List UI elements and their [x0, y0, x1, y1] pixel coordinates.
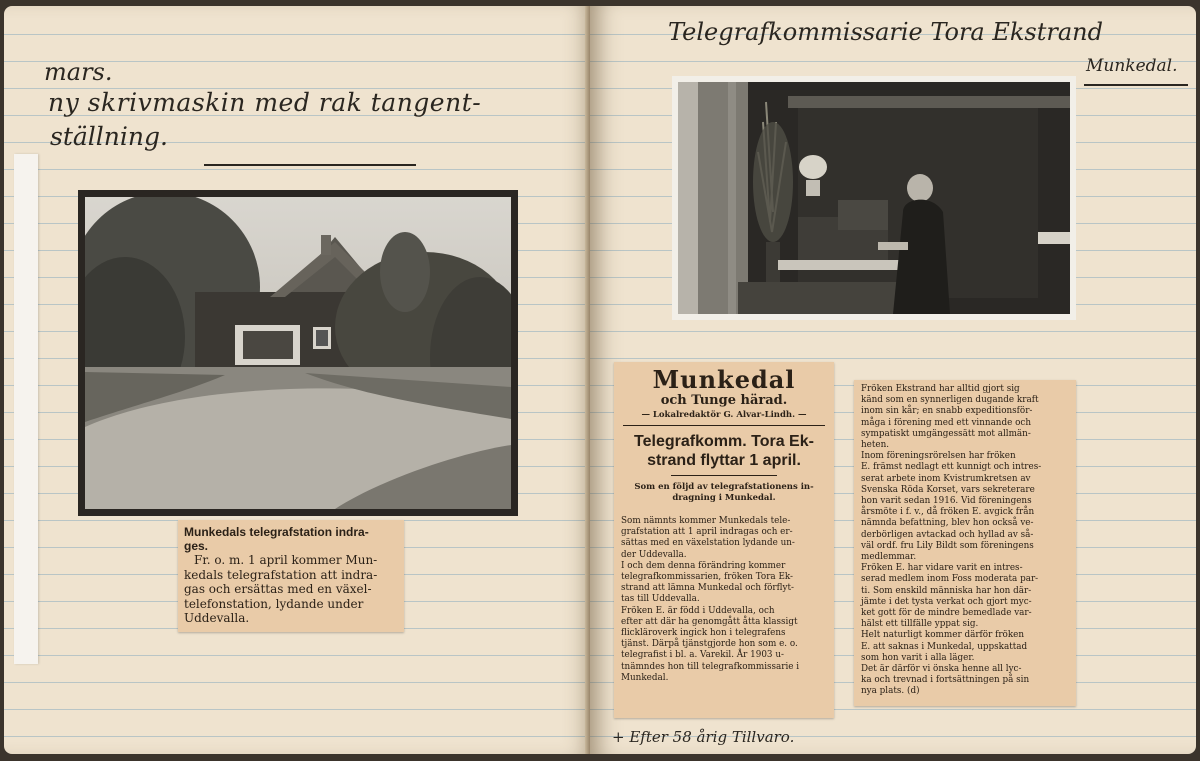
article-text-line: ket gott för de mindre bemedlade var- [861, 608, 1032, 619]
clipping-headline: ges. [184, 539, 209, 553]
article-text-line: Helt naturligt kommer därför fröken [861, 630, 1025, 641]
clipping-text-line: Uddevalla. [184, 611, 250, 625]
article-text-line: tas till Uddevalla. [621, 594, 700, 605]
article-text-line: tjänst. Därpå tjänstgjorde hon som e. o. [621, 639, 798, 650]
article-text-line: jämte i det tysta verkat och gjort myc- [861, 596, 1032, 607]
article-text-line: tnämndes hon till telegrafkommissarie i [621, 661, 800, 672]
article-text-line: efter att där ha genomgått åtta klassigt [621, 616, 798, 627]
article-text-line: Svenska Röda Korset, vars sekreterare [861, 484, 1035, 495]
clipping-text-line: telefonstation, lydande under [184, 596, 364, 611]
article-text-line: nämnda befattning, blev hon också ve- [861, 518, 1034, 529]
article-text-line: E. att saknas i Munkedal, uppskattad [861, 641, 1028, 652]
article-subheadline: Som en följd av telegrafstationens in- [634, 482, 814, 492]
left-page [4, 6, 592, 754]
masthead: Munkedal [652, 365, 796, 394]
article-text-line: serat arbete inom Kvistrumkretsen av [861, 473, 1031, 484]
article-text-line: sättas med en växelstation lydande un- [621, 538, 795, 549]
divider [671, 475, 777, 476]
clipping-text-line: gas och ersättas med en växel- [184, 582, 372, 596]
article-text-line: medlemmar. [861, 552, 917, 563]
clipping-headline: Munkedals telegrafstation indra- [184, 525, 369, 539]
article-text-line: Inom föreningsrörelsen har fröken [861, 451, 1016, 462]
article-text-line: hon varit sedan 1916. Vid föreningens [861, 496, 1032, 507]
article-text-line: årsmöte i f. v., då fröken E. avgick från [861, 507, 1035, 518]
article-text-line: I och dem denna förändring kommer [621, 560, 786, 571]
house-photo [78, 190, 518, 516]
article-text-line: inom sin kår; en snabb expeditionsför- [861, 406, 1033, 417]
article-text-line: känd som en synnerligen dugande kraft [861, 395, 1039, 406]
handwritten-underline [1084, 84, 1188, 86]
article-text-line: Fröken E. är född i Uddevalla, och [621, 605, 775, 616]
telegraph-station-clipping [178, 520, 404, 632]
article-text-line: Fröken E. har vidare varit en intres- [861, 563, 1023, 574]
article-text-line: strand att lämna Munkedal och förflyt- [621, 583, 794, 594]
office-photo [672, 76, 1076, 320]
article-text-line: derbörligen avtackad och hyllad av så- [861, 529, 1034, 540]
article-text-line: grafstation att 1 april indragas och er- [621, 527, 793, 538]
article-text-line: nya plats. (d) [861, 686, 920, 697]
article-clipping-right [854, 380, 1076, 706]
handwritten-place: Munkedal. [1086, 56, 1178, 76]
article-body [861, 384, 1069, 698]
article-text-line: måga i förening med ett vinnande och [861, 417, 1031, 428]
article-text-line: Munkedal. [621, 672, 669, 683]
article-headline: Telegrafkomm. Tora Ek- [634, 433, 814, 450]
handwritten-line: ny skrivmaskin med rak tangent- [48, 88, 482, 117]
divider [623, 425, 825, 426]
article-text-line: sympatiskt umgängessätt mot allmän- [861, 428, 1031, 439]
article-text-line: telegrafist i bl. a. Varekil. År 1903 u- [621, 650, 784, 661]
right-page [590, 6, 1196, 754]
article-text-line: telegrafkommissarien, fröken Tora Ek- [621, 572, 794, 583]
article-text-line: ti. Som enskild människa har hon där- [861, 585, 1032, 596]
article-text-line: väl ordf. fru Lily Bildt som föreningens [861, 540, 1034, 551]
article-text-line: serad medlem inom Foss moderata par- [861, 574, 1039, 585]
clipping-text-line: Fr. o. m. 1 april kommer Mun- [194, 553, 378, 567]
article-text-line: Fröken Ekstrand har alltid gjort sig [861, 384, 1020, 394]
handwritten-line: ställning. [50, 122, 168, 151]
editor-line: — Lokalredaktör G. Alvar-Lindh. — [641, 410, 807, 420]
article-text-line: E. främst nedlagt ett kunnigt och intres- [861, 462, 1042, 473]
masthead-subtitle: och Tunge härad. [660, 393, 788, 408]
article-clipping-left [614, 362, 834, 718]
handwritten-date: mars. [44, 58, 113, 86]
article-text-line: flickläroverk ingick hon i telegrafens [621, 628, 786, 639]
handwritten-underline [204, 164, 416, 166]
article-text-line: Det är därför vi önska henne all lyc- [861, 664, 1022, 675]
clipping-text-line: kedals telegrafstation att indra- [184, 567, 378, 582]
article-text-line: heten. [861, 440, 890, 451]
article-text-line: ka och trevnad i fortsättningen på sin [861, 675, 1030, 686]
article-text-line: Som nämnts kommer Munkedals tele- [621, 516, 791, 526]
article-text-line: der Uddevalla. [621, 549, 687, 560]
article-text-line: hälst ett tillfälle yppat sig. [861, 619, 979, 630]
handwritten-note: + Efter 58 årig Tillvaro. [612, 728, 795, 746]
article-body [621, 516, 827, 684]
article-subheadline: dragning i Munkedal. [672, 493, 776, 503]
article-text-line: som hon varit i alla läger. [861, 652, 975, 663]
paper-strip [14, 154, 38, 664]
handwritten-title: Telegrafkommissarie Tora Ekstrand [668, 18, 1103, 46]
article-headline: strand flyttar 1 april. [647, 452, 801, 469]
